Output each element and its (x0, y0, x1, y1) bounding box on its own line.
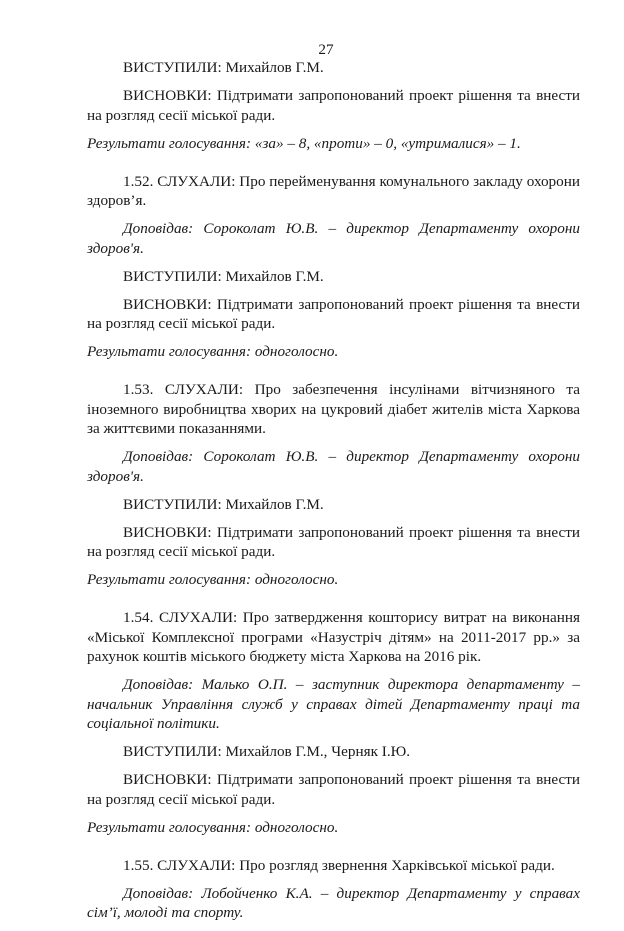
reporter-line: Доповідав: Сороколат Ю.В. – директор Департаменту охорони здоров'я. (87, 448, 580, 485)
heard-item-1-55: 1.55. СЛУХАЛИ: Про розгляд звернення Харківської міської ради. (123, 856, 555, 874)
speakers-line: ВИСТУПИЛИ: Михайлов Г.М. (123, 495, 324, 513)
reporter-line: Доповідав: Сороколат Ю.В. – директор Департаменту охорони здоров'я. (87, 220, 580, 257)
page-content (87, 58, 580, 931)
speakers-line: ВИСТУПИЛИ: Михайлов Г.М., Черняк І.Ю. (123, 743, 411, 760)
reporter-line: Доповідав: Малько О.П. – заступник директора департаменту – начальник Управління служб у справах дітей Департаменту праці та соціальної політики. (87, 676, 580, 732)
speakers-line: ВИСТУПИЛИ: Михайлов Г.М. (123, 59, 324, 76)
vote-result: Результати голосування: одноголосно. (87, 343, 339, 360)
conclusion-paragraph: ВИСНОВКИ: Підтримати запропонований проект рішення та внести на розгляд сесії міської ради. (87, 523, 580, 560)
page-number: 27 (318, 41, 334, 58)
vote-result: Результати голосування: одноголосно. (87, 818, 339, 836)
speakers-line: ВИСТУПИЛИ: Михайлов Г.М. (123, 267, 324, 285)
conclusion-paragraph: ВИСНОВКИ: Підтримати запропонований проект рішення та внести на розгляд сесії міської ради. (87, 771, 580, 808)
heard-item-1-53: 1.53. СЛУХАЛИ: Про забезпечення інсулінами вітчизняного та іноземного виробництва хворих на цукровий діабет жителів міста Харкова за життєвими показаннями. (87, 381, 580, 437)
heard-item-1-52: 1.52. СЛУХАЛИ: Про перейменування комунального закладу охорони здоров’я. (87, 172, 580, 209)
conclusion-paragraph: ВИСНОВКИ: Підтримати запропонований проект рішення та внести на розгляд сесії міської ради. (87, 295, 580, 332)
vote-result: Результати голосування: «за» – 8, «проти» – 0, «утрималися» – 1. (87, 134, 521, 152)
vote-result: Результати голосування: одноголосно. (87, 571, 339, 588)
heard-item-1-54: 1.54. СЛУХАЛИ: Про затвердження кошторису витрат на виконання «Міської Комплексної програми «Назустріч дітям» на 2011-2017 рр.» за рахунок коштів міського бюджету міста Харкова на 2016 рік. (87, 609, 580, 665)
reporter-line: Доповідав: Лобойченко К.А. – директор Департаменту у справах сім’ї, молоді та спорту. (87, 884, 580, 921)
conclusion-paragraph: ВИСНОВКИ: Підтримати запропонований проект рішення та внести на розгляд сесії міської ради. (87, 87, 580, 124)
